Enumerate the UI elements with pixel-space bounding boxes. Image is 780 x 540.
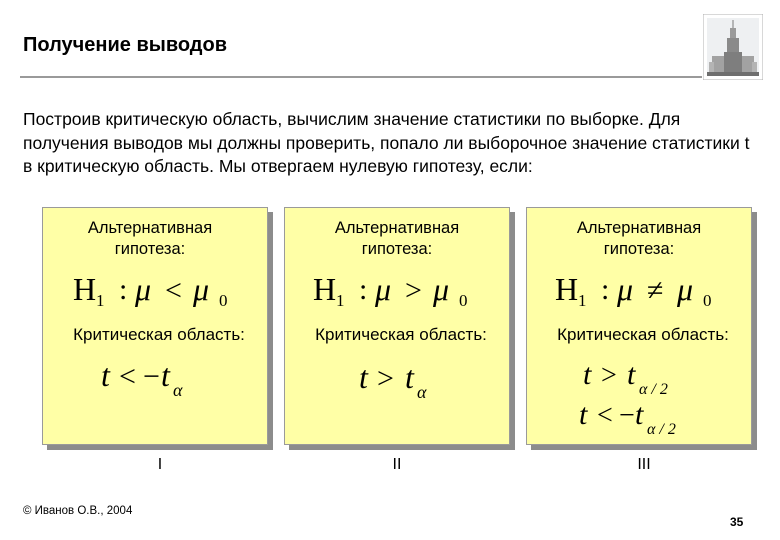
alt-hypothesis-label: Альтернативная гипотеза: (87, 219, 213, 258)
alpha-subscript: α (173, 380, 183, 400)
hypothesis-box-left (42, 207, 268, 445)
mu0-subscript: 0 (459, 291, 468, 310)
t-symbol-lower: t (579, 398, 588, 431)
operator: < (165, 274, 182, 307)
critical-region-label: Критическая область: (315, 325, 487, 344)
h-subscript: 1 (96, 291, 105, 310)
h-subscript: 1 (336, 291, 345, 310)
t-alpha-symbol-lower: t (635, 398, 644, 431)
hypothesis-box-middle (284, 207, 510, 445)
operator: < (119, 360, 136, 393)
hypothesis-formula (285, 266, 509, 310)
operator: > (601, 360, 617, 391)
t-symbol: t (101, 357, 110, 393)
alpha-half-subscript-lower: α / 2 (647, 421, 676, 438)
h-symbol: H (555, 271, 579, 307)
h-symbol: H (73, 271, 97, 307)
mu-symbol: μ (135, 271, 152, 307)
copyright-footer: © Иванов О.В., 2004 (23, 505, 133, 517)
alt-hypothesis-label: Альтернативная гипотеза: (576, 219, 702, 258)
university-logo (703, 14, 763, 80)
roman-label-i: I (157, 456, 163, 473)
mu-symbol: μ (375, 271, 392, 307)
t-symbol: t (359, 359, 368, 395)
condition-formula (43, 354, 267, 440)
roman-label-ii: II (392, 456, 402, 473)
alpha-subscript: α (417, 382, 427, 402)
intro-text: Построив критическую область, вычислим значение статистики по выборке. Для получения выводов мы должны проверить, попало ли выборочное значение статистики t в критическую область. Мы отвергаем нулевую гипотезу, если: (23, 109, 750, 176)
alt-hypothesis-label: Альтернативная гипотеза: (334, 219, 460, 258)
operator: > (405, 274, 422, 307)
mu0-symbol: μ (677, 271, 694, 307)
t-symbol: t (583, 358, 592, 391)
t-alpha-symbol: t (405, 359, 414, 395)
minus-sign: − (143, 360, 160, 393)
hypothesis-formula (43, 266, 267, 310)
operator: > (377, 362, 394, 395)
mu0-subscript: 0 (219, 291, 228, 310)
operator: ≠ (647, 274, 664, 307)
colon: : (119, 273, 128, 306)
mu0-symbol: μ (193, 271, 210, 307)
mu0-subscript: 0 (703, 291, 712, 310)
t-alpha-symbol: t (161, 357, 170, 393)
critical-region-label: Критическая область: (557, 325, 729, 344)
hypothesis-box-right (526, 207, 752, 445)
operator-lower: < (597, 400, 613, 431)
colon: : (601, 273, 610, 306)
h-subscript: 1 (578, 291, 587, 310)
mu-symbol: μ (617, 271, 634, 307)
condition-formula (285, 354, 509, 440)
condition-formula (527, 354, 751, 440)
roman-label-iii: III (637, 456, 651, 473)
h-symbol: H (313, 271, 337, 307)
slide-title: Получение выводов (23, 34, 228, 56)
minus-sign: − (619, 400, 635, 431)
colon: : (359, 273, 368, 306)
page-number: 35 (730, 515, 744, 529)
t-alpha-symbol: t (627, 358, 636, 391)
alpha-half-subscript: α / 2 (639, 381, 668, 398)
mu0-symbol: μ (433, 271, 450, 307)
title-rule (20, 76, 702, 78)
hypothesis-formula (527, 266, 751, 310)
critical-region-label: Критическая область: (73, 325, 245, 344)
